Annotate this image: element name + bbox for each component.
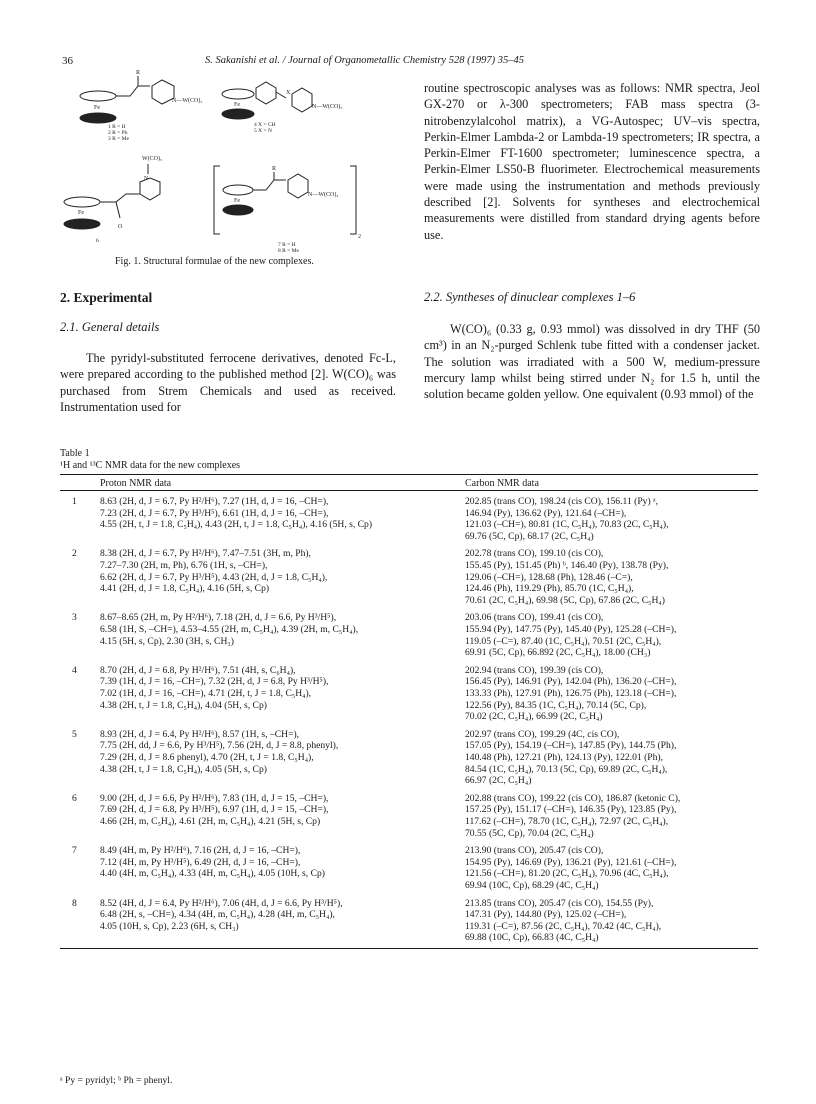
carbon-nmr-line: 69.76 (5C, Cp), 68.17 (2C, C₅H₄)	[465, 530, 594, 542]
table-top-rule	[60, 474, 758, 475]
fe-label-a: Fe	[94, 105, 100, 111]
proton-nmr-line: 4.15 (5H, s, Cp), 2.30 (3H, s, CH₃)	[100, 635, 234, 647]
instrumentation-text: routine spectroscopic analyses was as follows: NMR spectra, Jeol GX-270 or λ-300 spectrometers; FAB mass spectra (3-nitrobenzylalcohol matrix), a VG-Autospec; UV–vis spectra, Perkin-Elmer Lambda-2 or Lambda-19 spectrometers; IR spectra, a Perkin-Elmer FT-1600 spectrometer; luminescence spectra, a Perkin-Elmer LS50-B fluorimeter. Electrochemical measurements were made using the instrumentation and methods previously described [2]. Solvents for syntheses and electrochemical measurements were distilled from standard drying agents before use.	[424, 81, 760, 242]
carbon-nmr-line: 69.88 (10C, Cp), 66.83 (4C, C₅H₄)	[465, 932, 599, 944]
w-co5-label-c: W(CO)₅	[142, 156, 163, 162]
carbon-nmr-line: 202.94 (trans CO), 199.39 (cis CO),	[465, 664, 604, 676]
proton-nmr-cell	[100, 496, 460, 531]
compound-4-label: 4 X = CH	[254, 122, 276, 128]
proton-nmr-cell	[100, 612, 460, 647]
proton-nmr-line: 7.27–7.30 (2H, m, Ph), 6.76 (1H, s, –CH=),	[100, 559, 268, 571]
carbon-nmr-cell	[465, 898, 760, 944]
proton-nmr-cell	[100, 548, 460, 594]
table-footnote: ᵃ Py = pyridyl; ᵇ Ph = phenyl.	[60, 1075, 173, 1086]
r-label-b: R	[272, 166, 277, 172]
structure-6	[64, 155, 162, 244]
carbon-nmr-line: 155.45 (Py), 151.45 (Ph) ᵇ, 146.40 (Py), 138.78 (Py),	[465, 559, 669, 571]
proton-nmr-line: 9.00 (2H, d, J = 6.6, Py H²/H⁶), 7.83 (1H, d, J = 15, –CH=),	[100, 792, 329, 804]
carbon-nmr-line: 202.88 (trans CO), 199.22 (cis CO), 186.87 (ketonic C),	[465, 792, 681, 804]
compound-7-label: 7 R = H	[278, 242, 296, 248]
compound-5-label: 5 X = N	[254, 128, 272, 134]
column-header-carbon: Carbon NMR data	[465, 478, 539, 489]
carbon-nmr-line: 119.31 (–C=), 87.56 (2C, C₅H₄), 70.42 (4C, C₅H₄),	[465, 920, 662, 932]
carbon-nmr-line: 154.95 (Py), 146.69 (Py), 136.21 (Py), 121.61 (–CH=),	[465, 856, 677, 868]
running-head: S. Sakanishi et al. / Journal of Organometallic Chemistry 528 (1997) 35–45	[205, 55, 524, 66]
carbon-nmr-line: 202.78 (trans CO), 199.10 (cis CO),	[465, 548, 604, 560]
carbon-nmr-line: 202.85 (trans CO), 198.24 (cis CO), 156.11 (Py) ᵃ,	[465, 496, 659, 507]
fe-label-b: Fe	[234, 102, 240, 108]
section-title: 2. Experimental	[60, 290, 153, 305]
table-caption	[60, 448, 240, 472]
carbon-nmr-line: 121.03 (–CH=), 80.81 (1C, C₅H₄), 70.83 (2C, C₅H₄),	[465, 519, 669, 531]
proton-nmr-line: 7.02 (1H, d, J = 16, –CH=), 4.71 (2H, t, J = 1.8, C₅H₄),	[100, 687, 312, 699]
w-co4-label: N—W(CO)₄	[308, 192, 339, 198]
compound-number: 6	[72, 792, 77, 804]
carbon-nmr-line: 146.94 (Py), 136.62 (Py), 121.64 (–CH=),	[465, 507, 627, 519]
fe-label-d: Fe	[234, 198, 240, 204]
carbon-nmr-line: 119.05 (–C=), 87.40 (1C, C₅H₄), 70.51 (2C, C₅H₄),	[465, 635, 662, 647]
proton-nmr-cell	[100, 665, 460, 711]
proton-nmr-line: 6.48 (2H, s, –CH=), 4.34 (4H, m, C₅H₄), 4.28 (4H, m, C₅H₄),	[100, 909, 335, 921]
carbon-nmr-line: 124.46 (Ph), 119.29 (Ph), 85.70 (1C, C₅H₄),	[465, 583, 634, 595]
carbon-nmr-line: 155.94 (Py), 147.75 (Py), 145.40 (Py), 125.28 (–CH=),	[465, 623, 677, 635]
proton-nmr-cell	[100, 793, 460, 828]
structure-7-8	[214, 166, 361, 254]
general-details-text: The pyridyl-substituted ferrocene derivatives, denoted Fc-L, were prepared according to the published method [2]. W(CO)₆ was purchased from Strem Chemicals and used as received. Instrumentation used for	[60, 351, 396, 414]
figure-caption: Fig. 1. Structural formulae of the new complexes.	[115, 256, 314, 267]
compound-number: 4	[72, 664, 77, 676]
carbon-nmr-line: 202.97 (trans CO), 199.29 (4C, cis CO),	[465, 728, 620, 740]
fe-label-c: Fe	[78, 210, 84, 216]
proton-nmr-line: 6.62 (2H, d, J = 6.7, Py H³/H⁵), 4.43 (2H, d, J = 1.8, C₅H₄),	[100, 571, 328, 583]
carbon-nmr-line: 70.02 (2C, C₅H₄), 66.99 (2C, C₅H₄)	[465, 711, 603, 723]
compound-number: 5	[72, 728, 77, 740]
proton-nmr-line: 4.55 (2H, t, J = 1.8, C₅H₄), 4.43 (2H, t, J = 1.8, C₅H₄), 4.16 (5H, s, Cp)	[100, 519, 373, 531]
proton-nmr-line: 4.38 (2H, t, J = 1.8, C₅H₄), 4.05 (5H, s, Cp)	[100, 763, 267, 775]
proton-nmr-line: 7.75 (2H, dd, J = 6.6, Py H³/H⁵), 7.56 (2H, d, J = 8.8, phenyl),	[100, 740, 339, 752]
compound-6-label: 6	[96, 238, 99, 244]
proton-nmr-line: 4.66 (2H, m, C₅H₄), 4.61 (2H, m, C₅H₄), 4.21 (5H, s, Cp)	[100, 815, 321, 827]
structure-1-3	[80, 70, 202, 142]
page-number: 36	[62, 55, 73, 67]
carbon-nmr-line: 122.56 (Py), 84.35 (1C, C₅H₄), 70.14 (5C, Cp),	[465, 699, 647, 711]
instrumentation-paragraph	[424, 80, 760, 243]
carbon-nmr-line: 147.31 (Py), 144.80 (Py), 125.02 (–CH=),	[465, 909, 627, 921]
syntheses-text: W(CO)₆ (0.33 g, 0.93 mmol) was dissolved in dry THF (50 cm³) in an N₂-purged Schlenk tube fitted with a condenser jacket. The solution was irradiated with a 500 W, medium-pressure mercury lamp whilst being stirred under N₂ for 1.5 h, until the solution became golden yellow. One equivalent (0.93 mmol) of the	[424, 322, 760, 402]
carbon-nmr-line: 157.25 (Py), 151.17 (–CH=), 146.35 (Py), 123.85 (Py),	[465, 804, 677, 816]
structural-formulae-figure	[60, 70, 398, 272]
proton-nmr-line: 8.49 (4H, m, Py H²/H⁶), 7.16 (2H, d, J = 16, –CH=),	[100, 845, 301, 857]
carbon-nmr-line: 157.05 (Py), 154.19 (–CH=), 147.85 (Py), 144.75 (Ph),	[465, 740, 677, 752]
table-header-rule	[60, 490, 758, 491]
proton-nmr-line: 4.41 (2H, d, J = 1.8, C₅H₄), 4.16 (5H, s, Cp)	[100, 583, 270, 595]
w-co5-label-b: N—W(CO)₅	[312, 104, 343, 110]
carbon-nmr-line: 117.62 (–CH=), 78.70 (1C, C₅H₄), 72.97 (2C, C₅H₄),	[465, 815, 669, 827]
carbon-nmr-line: 84.54 (1C, C₅H₄), 70.13 (5C, Cp), 69.89 (2C, C₅H₄),	[465, 763, 668, 775]
compound-number: 3	[72, 612, 77, 624]
proton-nmr-line: 8.93 (2H, d, J = 6.4, Py H²/H⁶), 8.57 (1H, s, –CH=),	[100, 728, 300, 740]
carbon-nmr-line: 66.97 (2C, C₅H₄)	[465, 775, 532, 787]
proton-nmr-cell	[100, 845, 460, 880]
subsection-syntheses: 2.2. Syntheses of dinuclear complexes 1–6	[424, 290, 636, 304]
carbon-nmr-cell	[465, 845, 760, 891]
compound-number: 1	[72, 496, 77, 507]
proton-nmr-cell	[100, 729, 460, 775]
proton-nmr-line: 7.29 (2H, d, J = 8.6 phenyl), 4.70 (2H, t, J = 1.8, C₅H₄),	[100, 751, 314, 763]
structure-4-5	[222, 82, 342, 134]
proton-nmr-line: 6.58 (1H, S, –CH=), 4.53–4.55 (2H, m, C₅H₄), 4.39 (2H, m, C₅H₄),	[100, 623, 359, 635]
proton-nmr-cell	[100, 898, 460, 933]
general-details-paragraph	[60, 350, 396, 415]
proton-nmr-line: 4.05 (10H, s, Cp), 2.23 (6H, s, CH₃)	[100, 920, 239, 932]
carbon-nmr-cell	[465, 665, 760, 723]
subsection-general-details: 2.1. General details	[60, 320, 160, 334]
x-label: X	[286, 90, 291, 96]
carbon-nmr-line: 70.61 (2C, C₅H₄), 69.98 (5C, Cp), 67.86 (2C, C₅H₄)	[465, 594, 665, 606]
compound-3-label: 3 R = Me	[108, 136, 129, 142]
carbon-nmr-line: 213.90 (trans CO), 205.47 (cis CO),	[465, 845, 604, 857]
table-title: ¹H and ¹³C NMR data for the new complexes	[60, 460, 241, 471]
proton-nmr-line: 8.38 (2H, d, J = 6.7, Py H²/H⁶), 7.47–7.51 (3H, m, Ph),	[100, 548, 311, 560]
carbon-nmr-line: 69.94 (10C, Cp), 68.29 (4C, C₅H₄)	[465, 879, 599, 891]
compound-number: 7	[72, 845, 77, 857]
carbon-nmr-line: 203.06 (trans CO), 199.41 (cis CO),	[465, 612, 604, 624]
proton-nmr-line: 8.63 (2H, d, J = 6.7, Py H²/H⁶), 7.27 (1H, d, J = 16, –CH=),	[100, 496, 329, 507]
proton-nmr-line: 8.52 (4H, d, J = 6.4, Py H²/H⁶), 7.06 (4H, d, J = 6.6, Py H³/H⁵),	[100, 897, 343, 909]
carbon-nmr-line: 69.91 (5C, Cp), 66.892 (2C, C₅H₄), 18.00 (CH₃)	[465, 647, 651, 659]
table-bottom-rule	[60, 948, 758, 949]
w-co5-label-a: N—W(CO)₅	[172, 98, 203, 104]
carbon-nmr-cell	[465, 729, 760, 787]
table-label: Table 1	[60, 448, 90, 459]
carbon-nmr-line: 156.45 (Py), 146.91 (Py), 142.04 (Ph), 136.20 (–CH=),	[465, 676, 677, 688]
compound-number: 8	[72, 897, 77, 909]
proton-nmr-line: 8.70 (2H, d, J = 6.8, Py H²/H⁶), 7.51 (4H, s, C₆H₄),	[100, 664, 296, 676]
carbon-nmr-cell	[465, 496, 760, 542]
proton-nmr-line: 7.12 (4H, m, Py H³/H⁵), 6.49 (2H, d, J = 16, –CH=),	[100, 856, 301, 868]
syntheses-paragraph	[424, 321, 760, 402]
structure-drawing	[60, 70, 398, 272]
carbon-nmr-line: 129.06 (–CH=), 128.68 (Ph), 128.46 (–C=),	[465, 571, 633, 583]
carbon-nmr-line: 121.56 (–CH=), 81.20 (2C, C₅H₄), 70.96 (4C, C₅H₄),	[465, 868, 669, 880]
carbon-nmr-line: 140.48 (Ph), 127.21 (Ph), 124.13 (Py), 122.01 (Ph),	[465, 751, 664, 763]
carbon-nmr-line: 70.55 (5C, Cp), 70.04 (2C, C₅H₄)	[465, 827, 594, 839]
column-header-proton: Proton NMR data	[100, 478, 172, 489]
proton-nmr-line: 4.38 (2H, t, J = 1.8, C₅H₄), 4.04 (5H, s, Cp)	[100, 699, 267, 711]
compound-8-label: 8 R = Me	[278, 248, 299, 254]
r-label-a: R	[136, 70, 141, 76]
compound-2-label: 2 R = Ph	[108, 130, 128, 136]
compound-number: 2	[72, 548, 77, 560]
carbon-nmr-line: 133.33 (Ph), 127.91 (Ph), 126.75 (Ph), 123.18 (–CH=),	[465, 687, 677, 699]
proton-nmr-line: 7.39 (1H, d, J = 16, –CH=), 7.32 (2H, d, J = 6.8, Py H³/H⁵),	[100, 676, 329, 688]
carbonyl-o-label: O	[118, 224, 123, 230]
proton-nmr-line: 7.69 (2H, d, J = 6.8, Py H³/H⁵), 6.97 (1H, d, J = 15, –CH=),	[100, 804, 329, 816]
compound-1-label: 1 R = H	[108, 124, 126, 130]
proton-nmr-line: 7.23 (2H, d, J = 6.7, Py H³/H⁵), 6.61 (1H, d, J = 16, –CH=),	[100, 507, 329, 519]
carbon-nmr-cell	[465, 612, 760, 658]
proton-nmr-line: 8.67–8.65 (2H, m, Py H²/H⁶), 7.18 (2H, d, J = 6.6, Py H³/H⁵),	[100, 612, 337, 624]
carbon-nmr-cell	[465, 793, 760, 839]
pyridine-n-label: N	[144, 176, 149, 182]
carbon-nmr-line: 213.85 (trans CO), 205.47 (cis CO), 154.55 (Py),	[465, 897, 654, 909]
proton-nmr-line: 4.40 (4H, m, C₅H₄), 4.33 (4H, m, C₅H₄), 4.05 (10H, s, Cp)	[100, 868, 325, 880]
bracket-subscript-2: 2	[358, 234, 361, 240]
carbon-nmr-cell	[465, 548, 760, 606]
